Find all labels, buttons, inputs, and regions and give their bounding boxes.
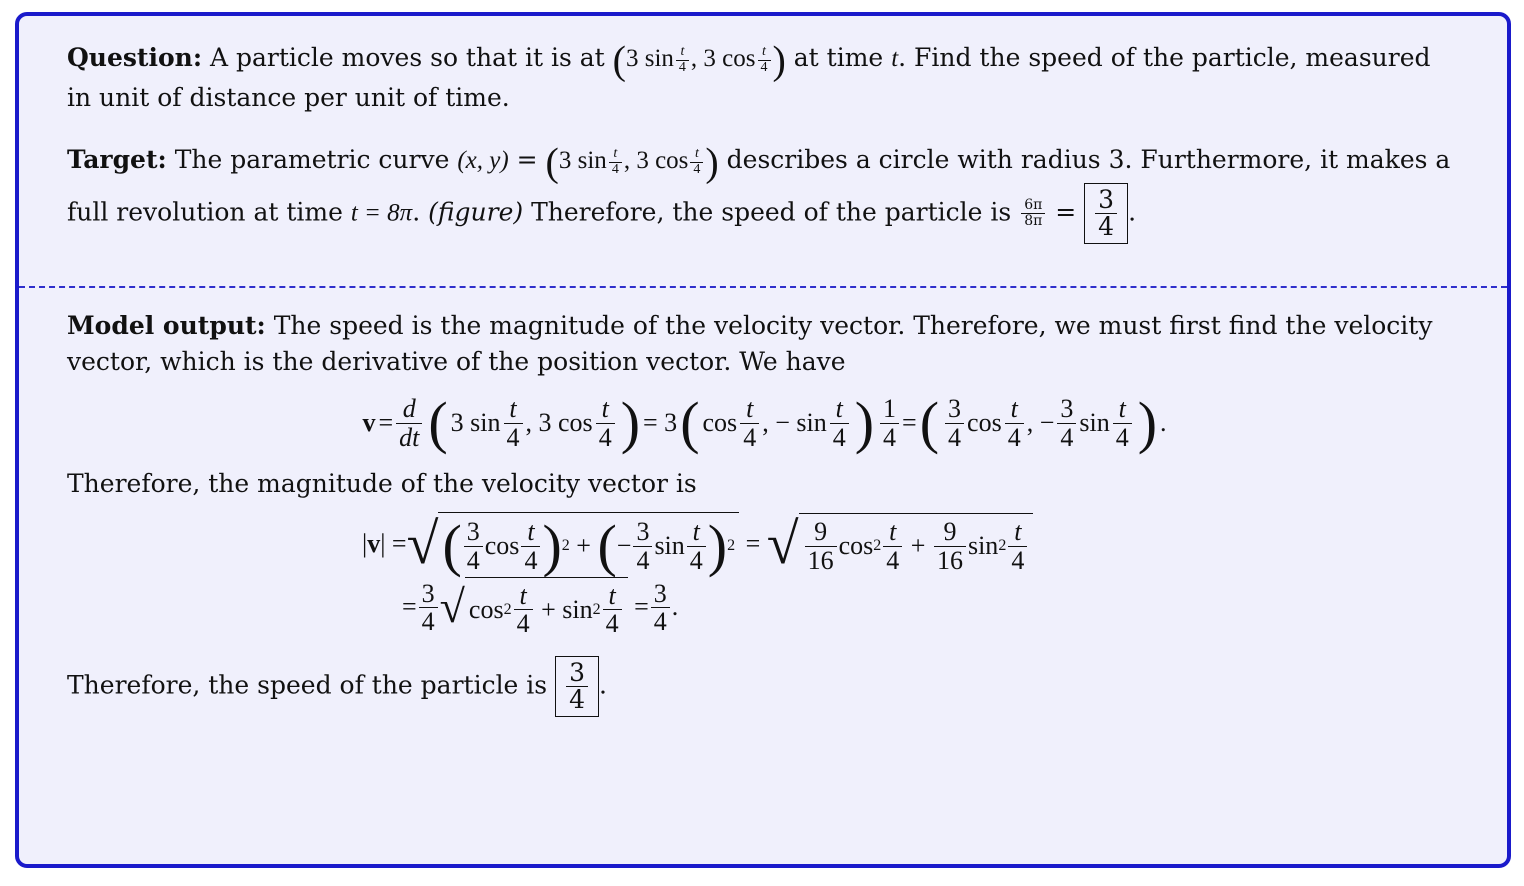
target-text-2: describes a circle with radius 3. Furthermore, it makes a full revolution at time: [67, 145, 1451, 226]
magnitude-equation: | v | = √ ( $\frac{3}{4}$ cos $\frac{t}{4}$ ) 2 + ( − $\frac{3}{4}$ sin $\frac{t}{4}$ ) 2 = √ $\frac{9}{16}$ cos 2 $\frac{t}{4}$ + $\frac{9}{16}$ sin 2 $\frac{t}{4}$ = $\frac{3}{4}$ √ cos 2 $\frac{t}{4}$ + sin 2 $\frac{t}{4}$ = $\frac{3}{4}$ .: [362, 502, 1459, 638]
question-text: A particle moves so that it is at: [210, 43, 605, 72]
model-intro-text: The speed is the magnitude of the velocity vector. Therefore, we must first find the velocity vector, which is the derivative of the position vector. We have: [67, 311, 1433, 376]
question-text-end: . Find the speed of the particle, measured in unit of distance per unit of time.: [67, 43, 1431, 113]
figure-reference: (figure): [428, 196, 524, 226]
question-label: Question:: [67, 43, 203, 72]
model-output-label: Model output:: [67, 311, 266, 340]
model-answer-box: $\frac{3}{4}$: [555, 656, 599, 718]
conclusion-text: Therefore, the speed of the particle is: [67, 669, 548, 699]
question-paragraph: [67, 37, 1459, 116]
target-text-3: Therefore, the speed of the particle is: [531, 196, 1012, 226]
target-text: The parametric curve: [174, 145, 450, 175]
time-variable: t: [891, 45, 899, 72]
xy-pair: (x, y): [457, 147, 509, 175]
question-text-mid: at time: [793, 43, 884, 72]
position-expression: (3 sin $\frac{t}{4}$ , 3 cos $\frac{t}{4}$ ): [612, 37, 786, 83]
section-divider: [19, 286, 1507, 288]
velocity-equation: v = $\frac{d}{dt}$ ( 3 sin $\frac{t}{4}$ , 3 cos $\frac{t}{4}$ ) = 3 ( cos $\frac{t}{4}$ , − sin $\frac{t}{4}$ ) $\frac{1}{4}$ = ( $\frac{3}{4}$ cos $\frac{t}{4}$ , − $\frac{3}{4}$ sin $\frac{t}{4}$ ) .: [362, 390, 1167, 455]
distance-over-time-fraction: $\frac{6\pi}{8\pi}$: [1021, 198, 1045, 228]
target-answer-box: $\frac{3}{4}$: [1084, 183, 1128, 245]
target-paragraph: Target: The parametric curve (x, y) = (3 sin $\frac{t}{4}$ , 3 cos $\frac{t}{4}$ ) describes a circle with radius 3. Furthermore, it makes a full revolution at time t = 8π. (figure) Therefore, the speed of the particle is $\frac{6\pi}{8\pi}$ = $\frac{3}{4}$ .: [67, 142, 1459, 244]
solution-card: [15, 12, 1511, 868]
revolution-time: t = 8π: [350, 198, 413, 226]
model-intro-paragraph: [67, 308, 1459, 380]
magnitude-intro-paragraph: Therefore, the magnitude of the velocity vector is: [67, 469, 697, 498]
model-output-section: [67, 308, 1459, 717]
curve-expression: (3 sin $\frac{t}{4}$ , 3 cos $\frac{t}{4}$ ): [545, 139, 719, 185]
question-target-section: [67, 37, 1459, 244]
target-label: Target:: [67, 145, 167, 175]
conclusion-paragraph: Therefore, the speed of the particle is $\frac{3}{4}$ .: [67, 656, 1459, 718]
